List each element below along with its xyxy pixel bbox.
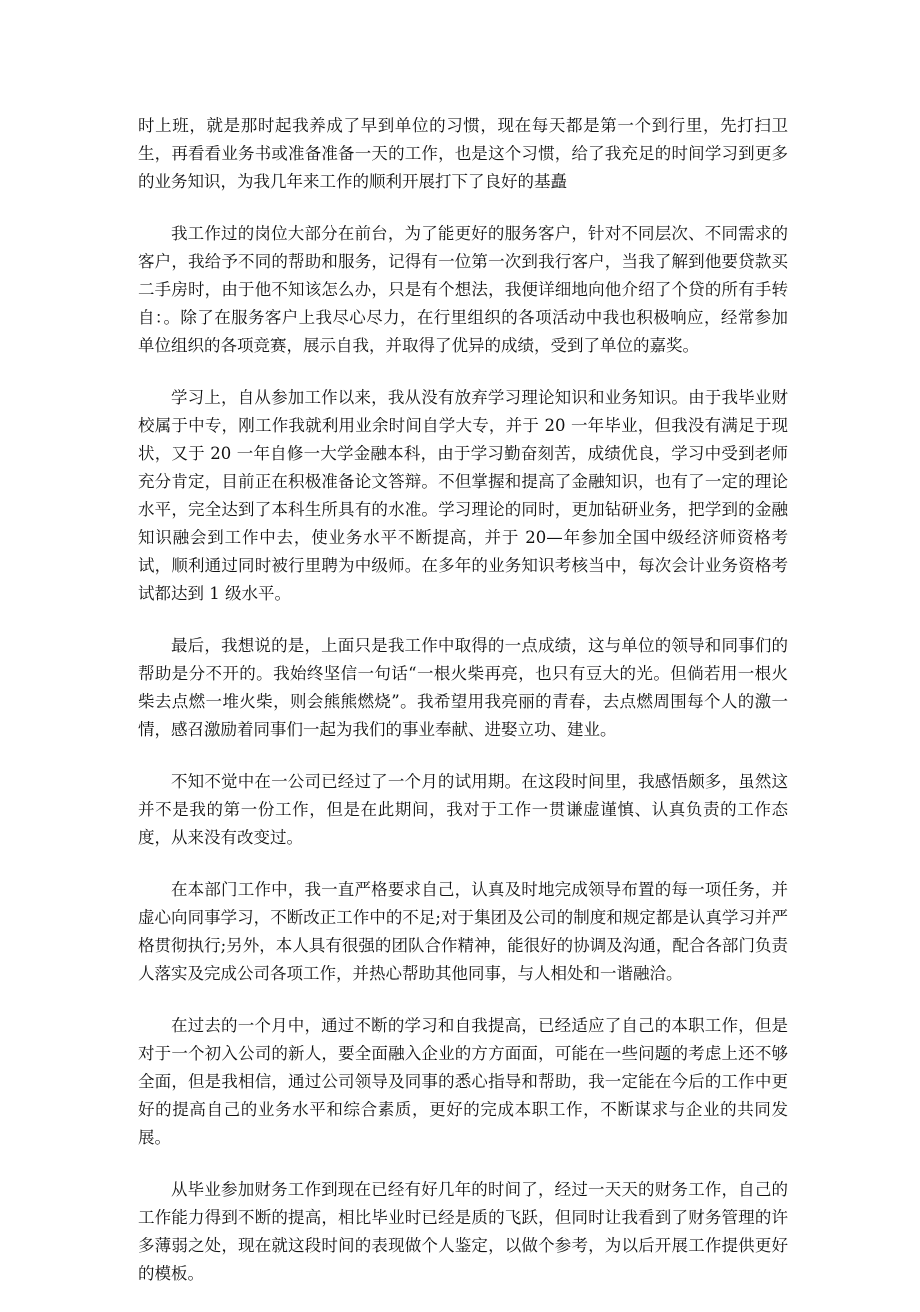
paragraph-3: 学习上，自从参加工作以来，我从没有放弃学习理论知识和业务知识。由于我毕业财校属于中专，刚工作我就利用业余时间自学大专，并于 20 一年毕业，但我没有满足于现状，又于 20 一年自修一大学金融本科，由于学习勤奋刻苦，成绩优良，学习中受到老师充分肯定，目前正在积极准备论文答辩。不但掌握和提高了金融知识，也有了一定的理论水平，完全达到了本科生所具有的水准。学习理论的同时，更加钻研业务，把学到的金融知识融会到工作中去，使业务水平不断提高，并于 20—年参加全国中级经济师资格考试，顺利通过同时被行里聘为中级师。在多年的业务知识考核当中，每次会计业务资格考试都达到 1 级水平。 [138,388,788,603]
paragraph-6: 在本部门工作中，我一直严格要求自己，认真及时地完成领导布置的每一项任务，并虚心向同事学习，不断改正工作中的不足;对于集团及公司的制度和规定都是认真学习并严格贯彻执行;另外，本人具有很强的团队合作精神，能很好的协调及沟通，配合各部门负责人落实及完成公司各项工作，并热心帮助其他同事，与人相处和一谐融洽。 [138,880,788,983]
paragraph-5: 不知不觉中在一公司已经过了一个月的试用期。在这段时间里，我感悟颇多，虽然这并不是我的第一份工作，但是在此期间，我对于工作一贯谦虚谨慎、认真负责的工作态度，从来没有改变过。 [138,772,788,847]
paragraph-1: 时上班，就是那时起我养成了早到单位的习惯，现在每天都是第一个到行里，先打扫卫生，再看看业务书或准备准备一天的工作，也是这个习惯，给了我充足的时间学习到更多的业务知识，为我几年来工作的顺利开展打下了良好的基矗 [138,116,788,191]
paragraph-8: 从毕业参加财务工作到现在已经有好几年的时间了，经过一天天的财务工作，自己的工作能力得到不断的提高，相比毕业时已经是质的飞跃，但同时让我看到了财务管理的许多薄弱之处，现在就这段时间的表现做个人鉴定，以做个参考，为以后开展工作提供更好的模板。 [138,1180,788,1283]
paragraph-2: 我工作过的岗位大部分在前台，为了能更好的服务客户，针对不同层次、不同需求的客户，我给予不同的帮助和服务，记得有一位第一次到我行客户，当我了解到他要贷款买二手房时，由于他不知该怎么办，只是有个想法，我便详细地向他介绍了个贷的所有手转自：。除了在服务客户上我尽心尽力，在行里组织的各项活动中我也积极响应，经常参加单位组织的各项竞赛，展示自我，并取得了优异的成绩，受到了单位的嘉奖。 [138,224,788,355]
document-body [138,112,788,1312]
paragraph-4: 最后，我想说的是，上面只是我工作中取得的一点成绩，这与单位的领导和同事们的帮助是分不开的。我始终坚信一句话“一根火柴再亮，也只有豆大的光。但倘若用一根火柴去点燃一堆火柴，则会熊熊燃烧”。我希望用我亮丽的青春，去点燃周围每个人的激一情，感召激励着同事们一起为我们的事业奉献、进娶立功、建业。 [138,636,788,739]
paragraph-7: 在过去的一个月中，通过不断的学习和自我提高，已经适应了自己的本职工作，但是对于一个初入公司的新人，要全面融入企业的方方面面，可能在一些问题的考虑上还不够全面，但是我相信，通过公司领导及同事的悉心指导和帮助，我一定能在今后的工作中更好的提高自己的业务水平和综合素质，更好的完成本职工作，不断谋求与企业的共同发展。 [138,1016,788,1147]
